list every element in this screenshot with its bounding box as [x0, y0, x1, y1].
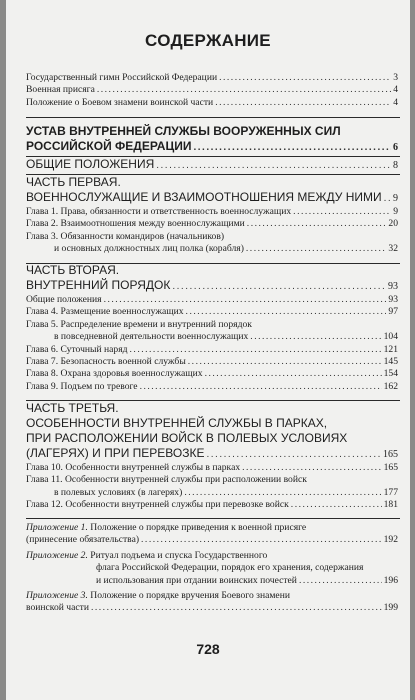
book-page	[6, 0, 410, 700]
toc-entry[interactable]: Глава 8. Охрана здоровья военнослужащих ..... 154	[26, 368, 398, 380]
part-two-title[interactable]: ВНУТРЕННИЙ ПОРЯДОК ..... 93	[26, 278, 398, 294]
front-matter	[26, 72, 398, 109]
part-two: ЧАСТЬ ВТОРАЯ. ВНУТРЕННИЙ ПОРЯДОК ..... 93 Общие положения ..... 93 Глава 4. Размещение военнослужащих ..... 97 Глава 5. Распределение времени и внутренний порядок в повседневной деятельности военнослужащих ..... 104 Глава 6. Суточный наряд ..... 121 Глава 7. Безопасность военной службы ..... 145 Глава 8. Охрана здоровья военнослужащих ..... 154 Глава 9. Подъем по тревоге ..... 162	[26, 263, 398, 393]
toc-entry[interactable]: Глава 5. Распределение времени и внутренний порядок	[26, 318, 252, 330]
toc-entry[interactable]: Глава 4. Размещение военнослужащих ..... 97	[26, 306, 398, 318]
appendix-entry-continued[interactable]: флага Российской Федерации, порядок его хранения, содержания	[96, 562, 364, 574]
page-title: СОДЕРЖАНИЕ	[145, 31, 271, 50]
toc-entry-continued[interactable]: в полевых условиях (в лагерях) ..... 177	[26, 487, 398, 499]
toc-entry[interactable]: Военная присяга ..... 4	[26, 84, 398, 96]
toc-entry[interactable]: Глава 2. Взаимоотношения между военнослужащими ..... 20	[26, 218, 398, 230]
toc-entry[interactable]: Положение о Боевом знамени воинской части ..... 4	[26, 97, 398, 109]
appendix-entry-continued[interactable]: и использования при отдании воинских почестей ..... 196	[26, 575, 398, 587]
toc-entry[interactable]: Глава 10. Особенности внутренней службы в парках ..... 165	[26, 462, 398, 474]
toc-entry-continued[interactable]: в повседневной деятельности военнослужащих ..... 104	[26, 331, 398, 343]
toc-entry[interactable]: Глава 9. Подъем по тревоге ..... 162	[26, 381, 398, 393]
toc-entry[interactable]: Общие положения ..... 93	[26, 294, 398, 306]
appendix-entry[interactable]: Приложение 2. Ритуал подъема и спуска Государственного	[26, 549, 268, 561]
appendix-entry-continued[interactable]: воинской части ..... 199	[26, 602, 398, 614]
toc-entry[interactable]: Глава 11. Особенности внутренней службы при расположении войск	[26, 474, 307, 486]
toc-entry[interactable]: Государственный гимн Российской Федерации ..... 3	[26, 72, 398, 84]
appendix-entry-continued[interactable]: (принесение обязательства) ..... 192	[26, 534, 398, 546]
part-one: ЧАСТЬ ПЕРВАЯ. ВОЕННОСЛУЖАЩИЕ И ВЗАИМООТНОШЕНИЯ МЕЖДУ НИМИ ..... 9 Глава 1. Права, обязанности и ответственность военнослужащих ..... 9 Глава 2. Взаимоотношения между военнослужащими ..... 20 Глава 3. Обязанности командиров (начальников) и основных должностных лиц полка (корабля) ..... 32	[26, 175, 398, 256]
appendix-entry[interactable]: Приложение 3. Положение о порядке вручения Боевого знамени	[26, 590, 290, 602]
part-three: ЧАСТЬ ТРЕТЬЯ. ОСОБЕННОСТИ ВНУТРЕННЕЙ СЛУЖБЫ В ПАРКАХ, ПРИ РАСПОЛОЖЕНИИ ВОЙСК В ПОЛЕВЫХ УСЛОВИЯХ (ЛАГЕРЯХ) И ПРИ ПЕРЕВОЗКЕ ..... 165 Глава 10. Особенности внутренней службы в парках ..... 165 Глава 11. Особенности внутренней службы при расположении войск в полевых условиях (в лагерях) ..... 177 Глава 12. Особенности внутренней службы при перевозке войск ..... 181	[26, 401, 398, 512]
appendix-entry[interactable]: Приложение 1. Положение о порядке приведения к военной присяге	[26, 522, 307, 533]
toc-entry[interactable]: Глава 6. Суточный наряд ..... 121	[26, 344, 398, 356]
toc-entry[interactable]: Глава 7. Безопасность военной службы ..... 145	[26, 356, 398, 368]
toc-entry[interactable]: Глава 3. Обязанности командиров (начальников)	[26, 230, 225, 242]
part-three-title[interactable]: (ЛАГЕРЯХ) И ПРИ ПЕРЕВОЗКЕ ..... 165	[26, 446, 398, 462]
toc-entry[interactable]: Глава 12. Особенности внутренней службы при перевозке войск ..... 181	[26, 499, 398, 511]
toc-entry-continued[interactable]: и основных должностных лиц полка (корабля) ..... 32	[26, 243, 398, 255]
general-heading[interactable]: ОБЩИЕ ПОЛОЖЕНИЯ ..... 8	[26, 157, 398, 173]
toc-entry[interactable]: Глава 1. Права, обязанности и ответственность военнослужащих ..... 9	[26, 206, 398, 218]
ustav-heading[interactable]: УСТАВ ВНУТРЕННЕЙ СЛУЖБЫ ВООРУЖЕННЫХ СИЛ РОССИЙСКОЙ ФЕДЕРАЦИИ ..... 6	[26, 124, 398, 155]
page-number: 728	[196, 641, 220, 657]
part-one-title[interactable]: ВОЕННОСЛУЖАЩИЕ И ВЗАИМООТНОШЕНИЯ МЕЖДУ НИМИ ..... 9	[26, 190, 398, 206]
appendices	[26, 522, 398, 615]
divider	[26, 117, 400, 118]
divider	[26, 518, 400, 519]
